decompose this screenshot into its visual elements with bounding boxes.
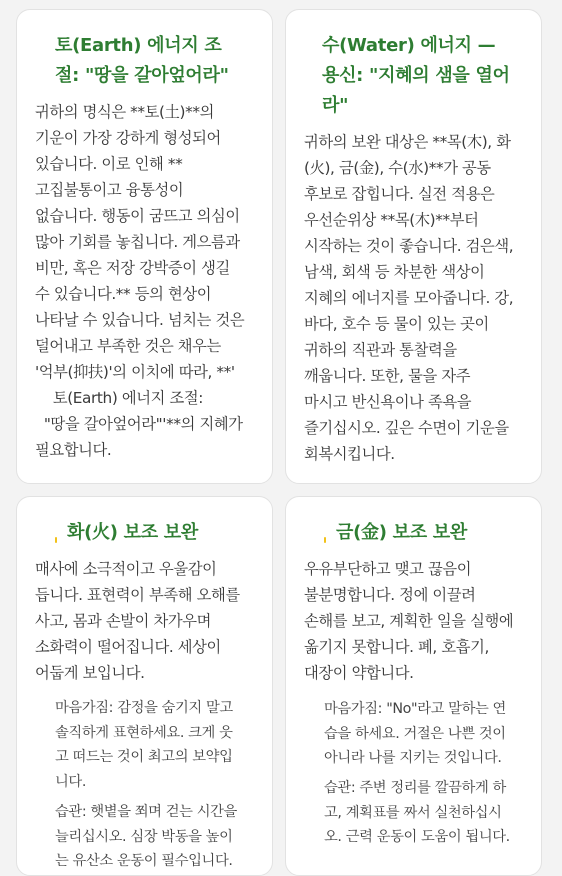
fire-support-card: [16, 496, 273, 876]
mindset-tip: 마음가짐: "No"라고 말하는 연 습을 하세요. 거절은 나쁜 것이 아니라 나를 지키는 것입니다.: [324, 701, 506, 766]
card-body: 우유부단하고 맺고 끊음이 불분명합니다. 정에 이끌려 손해를 보고, 계획한 일을 실행에 옮기지 못합니다. 폐, 호흡기, 대장이 약합니다.: [304, 560, 514, 682]
card-body: 귀하의 보완 대상은 **목(木), 화 (火), 금(金), 수(水)**가 공동 후보로 잡힙니다. 실전 적용은 우선순위상 **목(木)**부터 시작하는 것이 좋습니다. 검은색, 남색, 회색 등 차분한 색상이 지혜의 에너지를 모아줍니다. 강, 바다, 호수 등 물이 있는 곳이 귀하의 직관과 통찰력을 깨웁니다. 또한, 물을 자주 마시고 반신욕이나 족욕을 즐기십시오. 깊은 수면이 기운을 회복시킵니다.: [304, 133, 514, 463]
card-title: 화(火) 보조 보완: [67, 522, 198, 543]
habit-tip: 습관: 주변 정리를 깔끔하게 하 고, 계획표를 짜서 실천하십시 오. 근력 운동이 도움이 됩니다.: [324, 780, 510, 845]
accent-mark: [55, 525, 57, 543]
habit-tip: 습관: 햇볕을 쬐며 걷는 시간을 늘리십시오. 심장 박동을 높이 는 유산소 운동이 필수입니다.: [55, 804, 237, 869]
card-title: 토(Earth) 에너지 조 절: "땅을 갈아엎어라": [55, 35, 229, 86]
metal-support-card: [285, 496, 542, 876]
water-energy-card: [285, 9, 542, 484]
earth-energy-card: [16, 9, 273, 484]
card-title: 금(金) 보조 보완: [336, 522, 467, 543]
card-body: 귀하의 명식은 **토(土)**의 기운이 가장 강하게 형성되어 있습니다. 이로 인해 ** 고집불통이고 융통성이 없습니다. 행동이 굼뜨고 의심이 많아 기회를 놓칩니다. 게으름과 비만, 혹은 저장 강박증이 생길 수 있습니다.** 등의 현상이 나타날 수 있습니다. 넘치는 것은 덜어내고 부족한 것은 채우는 '억부(抑扶)'의 이치에 따라, **' 토(Earth) 에너지 조절: "땅을 갈아엎어라"'**의 지혜가 필요합니다.: [35, 103, 245, 459]
card-body: 매사에 소극적이고 우울감이 듭니다. 표현력이 부족해 오해를 사고, 몸과 손발이 차가우며 소화력이 떨어집니다. 세상이 어둡게 보입니다.: [35, 560, 240, 682]
mindset-tip: 마음가짐: 감정을 숨기지 말고 솔직하게 표현하세요. 크게 웃 고 떠드는 것이 최고의 보약입 니다.: [55, 700, 233, 790]
card-title: 수(Water) 에너지 — 용신: "지혜의 샘을 열어 라": [322, 35, 510, 116]
accent-mark: [324, 525, 326, 543]
